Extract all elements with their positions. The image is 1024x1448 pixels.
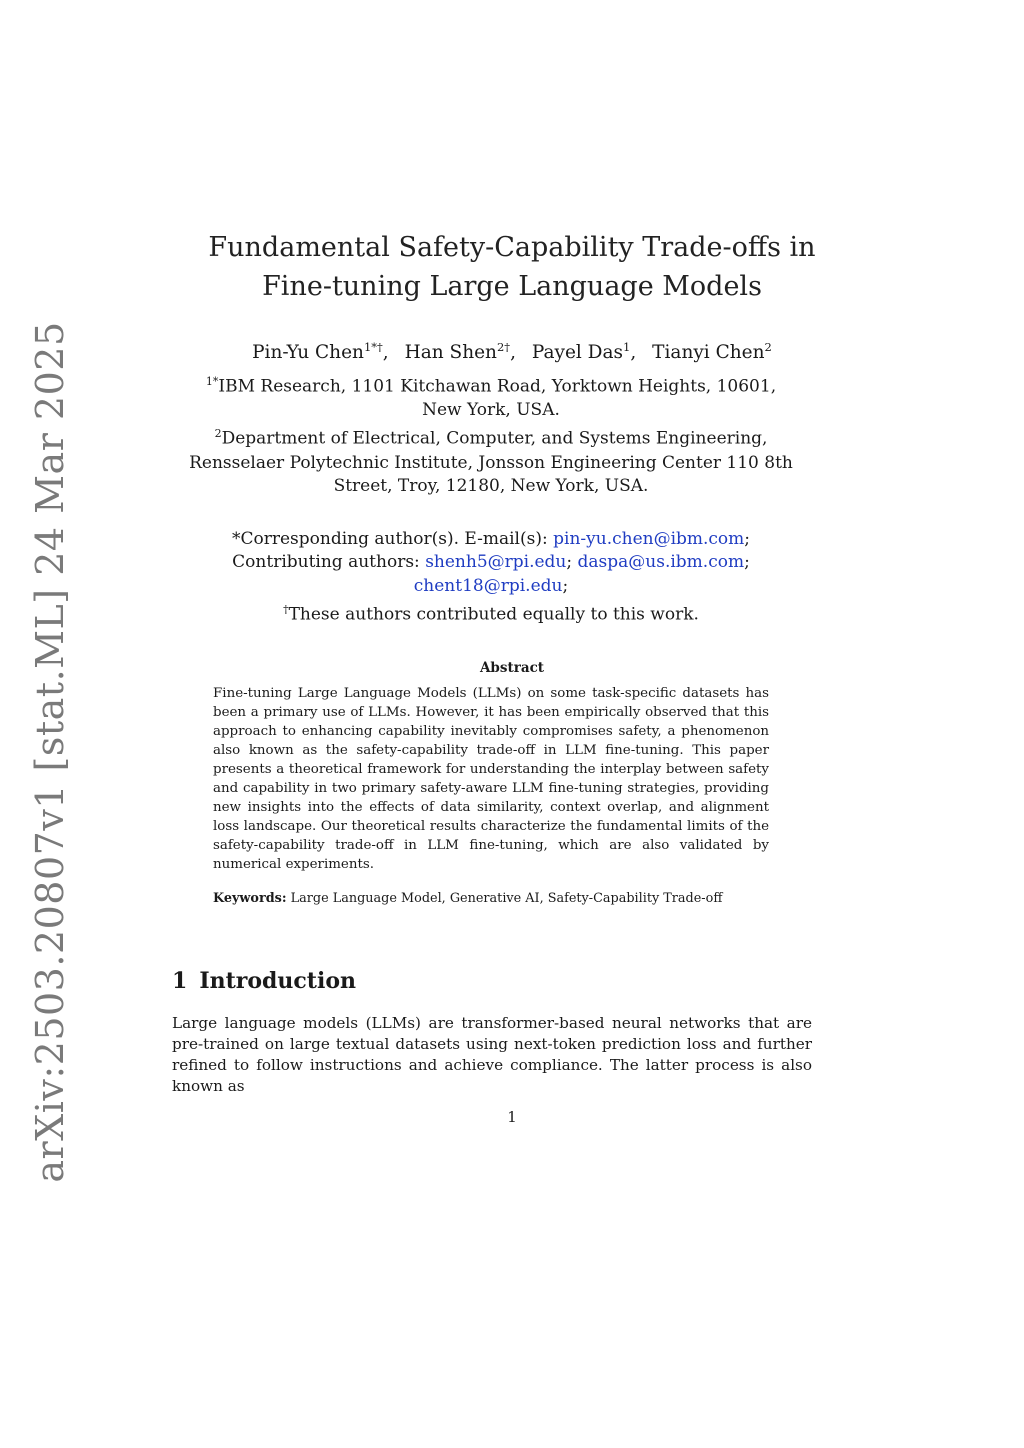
equal-contribution-note: †These authors contributed equally to this work.: [283, 603, 699, 625]
keywords-list: Large Language Model, Generative AI, Safety-Capability Trade-off: [290, 891, 723, 906]
section-heading: [172, 968, 356, 994]
keywords: [213, 889, 793, 908]
keywords-label: Keywords:: [213, 891, 287, 906]
introduction-paragraph: Large language models (LLMs) are transformer-based neural networks that are pre-trained on large textual datasets using next-token prediction loss and further refined to follow instructions and achieve compliance. The latter process is also known as: [172, 1014, 812, 1095]
correspondence-block: [200, 528, 782, 627]
page-number: 1: [507, 1108, 517, 1126]
email-link[interactable]: shenh5@rpi.edu: [425, 552, 567, 573]
contributing-authors-line-2: chent18@rpi.edu;: [413, 575, 569, 596]
contributing-authors-line: Contributing authors: shenh5@rpi.edu; daspa@us.ibm.com;: [232, 552, 750, 573]
section-number: 1: [172, 968, 188, 994]
email-link[interactable]: pin-yu.chen@ibm.com: [553, 529, 745, 549]
title-line-1: Fundamental Safety-Capability Trade-offs in: [208, 232, 816, 263]
paper-title: [0, 228, 1024, 306]
author-name: Payel Das$^1$,: [531, 340, 637, 364]
abstract-heading: Abstract: [479, 660, 545, 676]
title-line-2: Fine-tuning Large Language Models: [262, 271, 762, 302]
author-name: Han Shen$^{2\dagger}$,: [404, 340, 516, 364]
email-link[interactable]: chent18@rpi.edu: [413, 575, 563, 596]
abstract-text: Fine-tuning Large Language Models (LLMs) on some task-specific datasets has been a primary use of LLMs. However, it has been empirically observed that this approach to enhancing capability inevitably compromises safety, a phenomenon also known as the safety-capability trade-off in LLM fine-tuning. This paper presents a theoretical framework for understanding the interplay between safety and capability in two primary safety-aware LLM fine-tuning strategies, providing new insights into the effects of data similarity, context overlap, and alignment loss landscape. Our theoretical results characterize the fundamental limits of the safety-capability trade-off in LLM fine-tuning, which are also validated by numerical experiments.: [213, 686, 769, 872]
affiliations: [186, 370, 796, 498]
email-link[interactable]: daspa@us.ibm.com: [577, 552, 745, 573]
arxiv-identifier-stamp[interactable]: arXiv:2503.20807v1 [stat.ML] 24 Mar 2025: [28, 321, 72, 1183]
section-title: Introduction: [199, 968, 356, 994]
affiliation-1: $^{1*}$IBM Research, 1101 Kitchawan Road, Yorktown Heights, 10601, New York, USA.: [205, 375, 777, 421]
author-list: [0, 334, 1024, 366]
corresponding-author-line: *Corresponding author(s). E-mail(s): pin-yu.chen@ibm.com;: [231, 529, 751, 549]
author-name: Tianyi Chen$^2$: [652, 340, 772, 364]
author-name: Pin-Yu Chen$^{1*\dagger}$,: [252, 340, 389, 364]
affiliation-2: $^2$Department of Electrical, Computer, and Systems Engineering, Rensselaer Polytechnic Institute, Jonsson Engineering Center 110 8th Street, Troy, 12180, New York, USA.: [189, 427, 793, 496]
